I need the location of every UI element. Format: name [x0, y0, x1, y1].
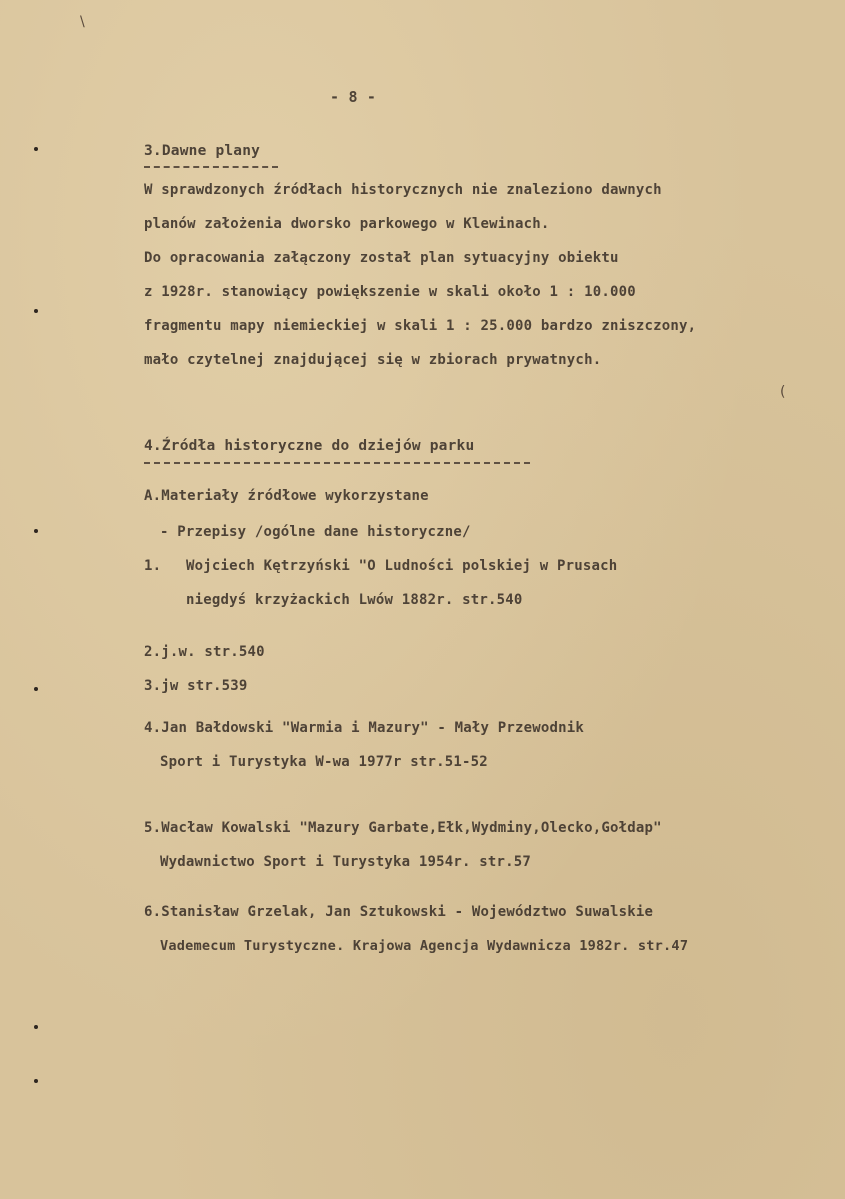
source-entry-line: niegdyś krzyżackich Lwów 1882r. str.540 — [186, 592, 523, 608]
margin-dot — [34, 1025, 38, 1029]
margin-dot — [34, 309, 38, 313]
section3-heading: 3.Dawne plany — [144, 143, 261, 159]
pen-mark: \ — [80, 14, 85, 30]
section3-line: z 1928r. stanowiący powiększenie w skali około 1 : 10.000 — [144, 284, 636, 300]
pen-mark: ( — [780, 384, 786, 400]
source-entry-number: 1. — [144, 558, 162, 574]
source-entry-line: 5.Wacław Kowalski "Mazury Garbate,Ełk,Wydminy,Olecko,Gołdap" — [144, 820, 662, 836]
source-entry-line: 4.Jan Bałdowski "Warmia i Mazury" - Mały Przewodnik — [144, 720, 585, 736]
margin-dot — [34, 529, 38, 533]
section4-heading: 4.Źródła historyczne do dziejów parku — [144, 438, 475, 454]
source-entry-line: Wydawnictwo Sport i Turystyka 1954r. str.57 — [160, 854, 532, 870]
source-entry-line: Sport i Turystyka W-wa 1977r str.51-52 — [160, 754, 488, 770]
section3-underline — [144, 166, 278, 168]
source-entry-line: Vademecum Turystyczne. Krajowa Agencja Wydawnicza 1982r. str.47 — [160, 938, 689, 954]
section3-line: mało czytelnej znajdującej się w zbiorach prywatnych. — [144, 352, 602, 368]
page-number: - 8 - — [330, 88, 377, 106]
source-entry-line: 6.Stanisław Grzelak, Jan Sztukowski - Województwo Suwalskie — [144, 904, 654, 920]
margin-dot — [34, 147, 38, 151]
source-entry-line: Wojciech Kętrzyński "O Ludności polskiej w Prusach — [186, 558, 618, 574]
source-entry-line: 2.j.w. str.540 — [144, 644, 265, 660]
section4-underline — [144, 462, 530, 464]
section3-line: Do opracowania załączony został plan sytuacyjny obiektu — [144, 250, 619, 266]
margin-dot — [34, 1079, 38, 1083]
section4-subheading: A.Materiały źródłowe wykorzystane — [144, 488, 429, 504]
section3-line: W sprawdzonych źródłach historycznych nie znaleziono dawnych — [144, 182, 662, 198]
source-entry-line: 3.jw str.539 — [144, 678, 248, 694]
margin-dot — [34, 687, 38, 691]
section3-line: planów założenia dworsko parkowego w Klewinach. — [144, 216, 550, 232]
section4-note: - Przepisy /ogólne dane historyczne/ — [160, 524, 471, 540]
section3-line: fragmentu mapy niemieckiej w skali 1 : 25.000 bardzo zniszczony, — [144, 318, 697, 334]
